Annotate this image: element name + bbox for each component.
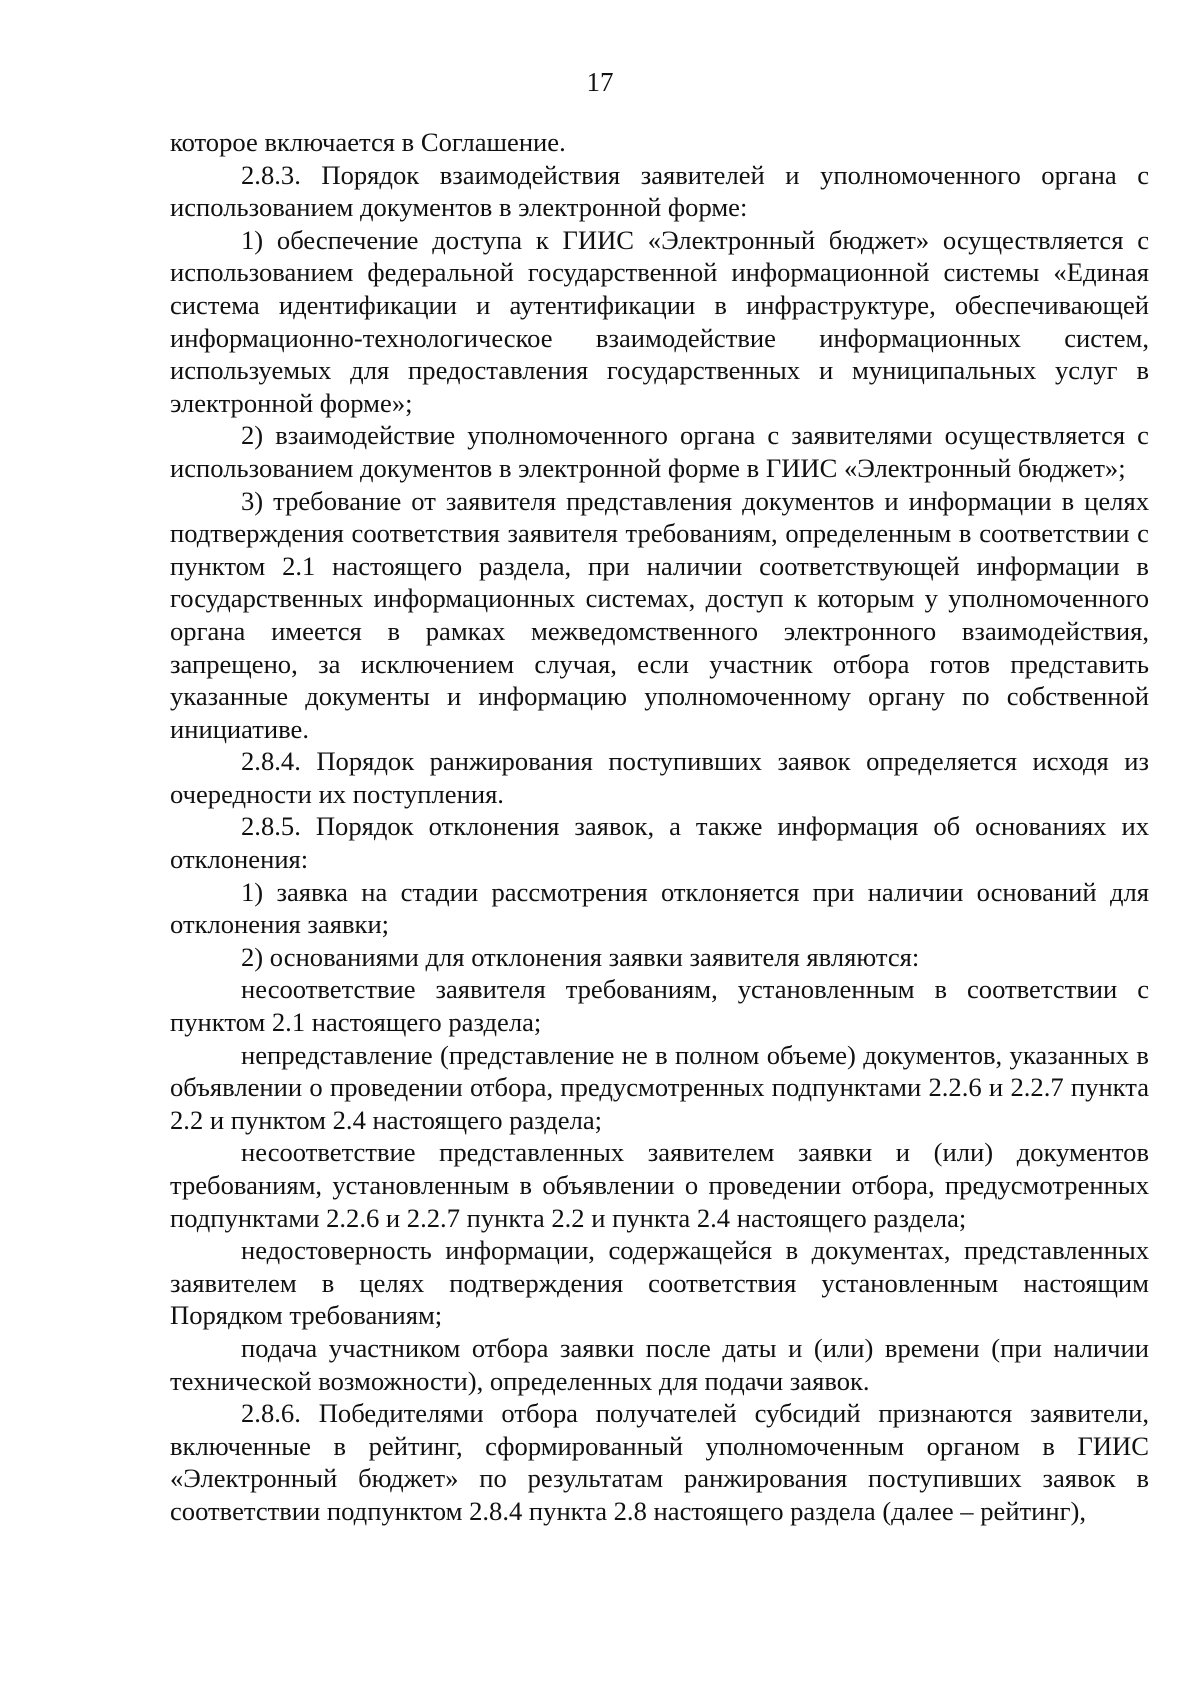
paragraph-ground-5: подача участником отбора заявки после даты и (или) времени (при наличии технической возможности), определенных для подачи заявок. xyxy=(170,1332,1149,1396)
paragraph-ground-4: недостоверность информации, содержащейся в документах, представленных заявителем в целях подтверждения соответствия установленным настоящим Порядком требованиям; xyxy=(170,1235,1149,1331)
paragraph-ground-1: несоответствие заявителя требованиям, установленным в соответствии с пунктом 2.1 настоящего раздела; xyxy=(170,974,1149,1038)
paragraph-item-1: 1) обеспечение доступа к ГИИС «Электронный бюджет» осуществляется с использованием федеральной государственной информационной системы «Единая система идентификации и аутентификации в инфраструктуре, обеспечивающей информационно-технологическое взаимодействие информационных систем, используемых для предоставления государственных и муниципальных услуг в электронной форме»; xyxy=(170,224,1149,418)
paragraph-ground-3: несоответствие представленных заявителем заявки и (или) документов требованиям, установленным в объявлении о проведении отбора, предусмотренных подпунктами 2.2.6 и 2.2.7 пункта 2.2 и пункта 2.4 настоящего раздела; xyxy=(170,1137,1149,1233)
paragraph-2-8-5: 2.8.5. Порядок отклонения заявок, а также информация об основаниях их отклонения: xyxy=(170,811,1149,875)
paragraph-2-8-3: 2.8.3. Порядок взаимодействия заявителей и уполномоченного органа с использованием документов в электронной форме: xyxy=(170,159,1149,223)
paragraph-rejection-item-1: 1) заявка на стадии рассмотрения отклоняется при наличии оснований для отклонения заявки; xyxy=(170,876,1149,940)
page-number: 17 xyxy=(586,67,614,97)
paragraph: которое включается в Соглашение. xyxy=(170,127,566,157)
document-body xyxy=(170,126,1149,1528)
paragraph-2-8-4: 2.8.4. Порядок ранжирования поступивших заявок определяется исходя из очередности их поступления. xyxy=(170,746,1149,809)
paragraph-2-8-6: 2.8.6. Победителями отбора получателей субсидий признаются заявители, включенные в рейтинг, сформированный уполномоченным органом в ГИИС «Электронный бюджет» по результатам ранжирования поступивших заявок в соответствии подпунктом 2.8.4 пункта 2.8 настоящего раздела (далее – рейтинг), xyxy=(170,1398,1149,1526)
paragraph-item-2: 2) взаимодействие уполномоченного органа с заявителями осуществляется с использованием документов в электронной форме в ГИИС «Электронный бюджет»; xyxy=(170,420,1149,483)
paragraph-rejection-item-2: 2) основаниями для отклонения заявки заявителя являются: xyxy=(241,941,920,972)
paragraph-item-3: 3) требование от заявителя представления документов и информации в целях подтверждения соответствия заявителя требованиям, определенным в соответствии с пунктом 2.1 настоящего раздела, при наличии соответствующей информации в государственных информационных системах, доступ к которым у уполномоченного органа имеется в рамках межведомственного электронного взаимодействия, запрещено, за исключением случая, если участник отбора готов представить указанные документы и информацию уполномоченному органу по собственной инициативе. xyxy=(170,485,1149,744)
paragraph-ground-2: непредставление (представление не в полном объеме) документов, указанных в объявлении о проведении отбора, предусмотренных подпунктами 2.2.6 и 2.2.7 пункта 2.2 и пунктом 2.4 настоящего раздела; xyxy=(170,1039,1149,1135)
